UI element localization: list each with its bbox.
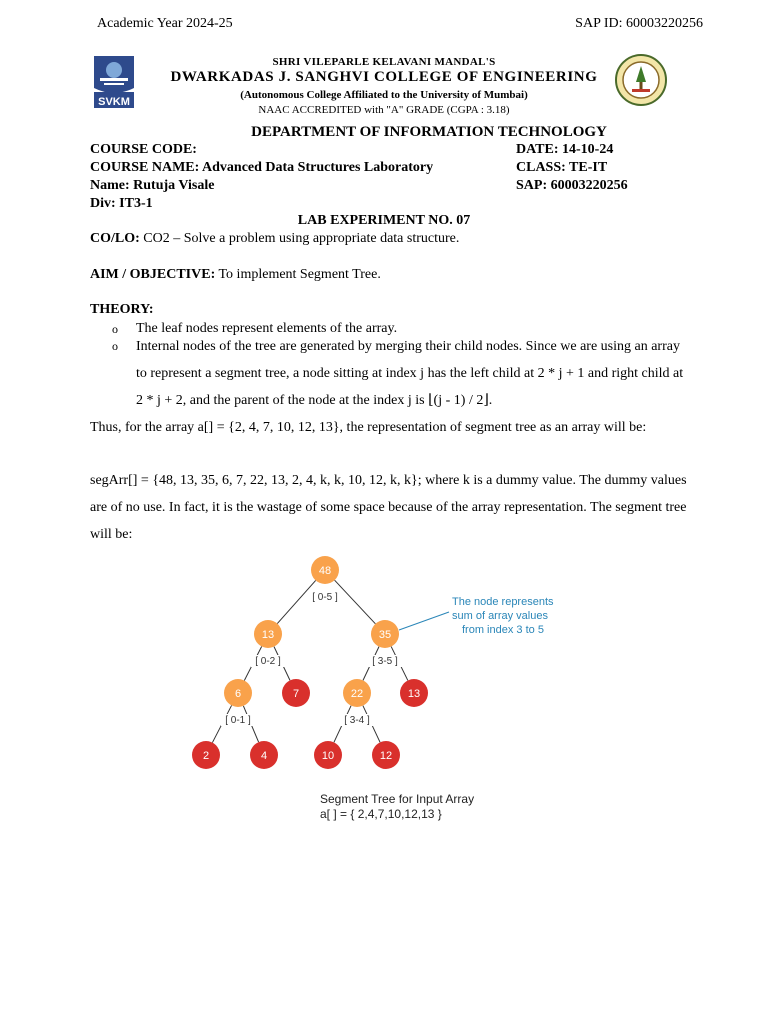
aim-label: AIM / OBJECTIVE: [90, 267, 216, 282]
tree-node-value: 7 [292, 688, 300, 700]
college-accreditation: NAAC ACCREDITED with "A" GRADE (CGPA : 3.18) [258, 104, 510, 116]
tree-node-value: 6 [234, 688, 242, 700]
tree-node-value: 48 [318, 565, 332, 577]
tree-node-value: 35 [378, 629, 392, 641]
svg-text:The node represents sum [452, 596, 557, 636]
trust-name: SHRI VILEPARLE KELAVANI MANDAL'S [272, 56, 496, 68]
tree-node-value: 13 [407, 688, 421, 700]
range-label: [ 3-4 ] [344, 715, 370, 726]
experiment-title: LAB EXPERIMENT NO. 07 [297, 213, 471, 228]
academic-year: Academic Year 2024-25 [97, 16, 233, 31]
date: DATE: 14-10-24 [516, 142, 614, 157]
colo-label: CO/LO: [90, 231, 140, 246]
course-name-label: COURSE NAME: [90, 160, 200, 175]
annotation-pointer-line [399, 612, 449, 630]
theory-bullet-text: Internal nodes of the tree are generated by merging their child nodes. Since we are using an array to represent a segment tree, a node sitting at index j has the left child at 2 * j + 1 and right child at 2 * j + 2, and the parent of the node at the index j is ⌊(j - 1) / 2⌋. [136, 339, 684, 408]
class: CLASS: TE-IT [516, 160, 608, 175]
bullet-marker: o [112, 322, 118, 336]
figure-caption-title: Segment Tree for Input Array [320, 792, 475, 806]
annotation-line: The node represents [452, 596, 554, 608]
course-name: Advanced Data Structures Laboratory [199, 160, 434, 175]
tree-node-value: 2 [202, 750, 210, 762]
college-affiliation: (Autonomous College Affiliated to the University of Mumbai) [240, 89, 528, 101]
sap-id-header: SAP ID: 60003220256 [575, 16, 703, 31]
range-label: [ 0-5 ] [312, 592, 338, 603]
range-label: [ 0-1 ] [225, 715, 251, 726]
college-name: DWARKADAS J. SANGHVI COLLEGE OF ENGINEERING [170, 69, 598, 85]
theory-heading: THEORY: [90, 302, 154, 317]
tree-node-value: 10 [321, 750, 335, 762]
theory-paragraph-segarr: segArr[] = {48, 13, 35, 6, 7, 22, 13, 2, 4, k, k, 10, 12, k, k}; where k is a dummy value. The dummy values are of no use. In fact, it is the wastage of some space because of the array representation. The segment tree will be: [90, 473, 687, 542]
division: Div: IT3-1 [90, 196, 153, 211]
figure-caption-array: a[ ] = { 2,4,7,10,12,13 } [320, 807, 442, 821]
range-label: [ 0-2 ] [255, 656, 281, 667]
svkm-logo-text: SVKM [98, 96, 130, 108]
tree-node-value: 13 [261, 629, 275, 641]
student-name: Name: Rutuja Visale [90, 178, 215, 193]
aim-text: To implement Segment Tree. [215, 267, 381, 282]
tree-node-value: 4 [260, 750, 268, 762]
annotation-line: from index 3 to 5 [462, 624, 544, 636]
range-label: [ 3-5 ] [372, 656, 398, 667]
tree-node-value: 12 [379, 750, 393, 762]
colo-text: CO2 – Solve a problem using appropriate data structure. [139, 231, 460, 246]
department-title: DEPARTMENT OF INFORMATION TECHNOLOGY [251, 124, 607, 140]
theory-bullet-text: The leaf nodes represent elements of the array. [136, 321, 398, 336]
tree-node-value: 22 [350, 688, 364, 700]
bullet-marker: o [112, 339, 118, 353]
annotation-line: sum of array values [452, 610, 548, 622]
student-sap: SAP: 60003220256 [516, 178, 628, 193]
course-code: COURSE CODE: [90, 142, 197, 157]
svg-text:Segment Tree for Input Array [320, 792, 477, 821]
theory-paragraph-array: Thus, for the array a[] = {2, 4, 7, 10, 12, 13}, the representation of segment tree as an array will be: [90, 420, 647, 435]
